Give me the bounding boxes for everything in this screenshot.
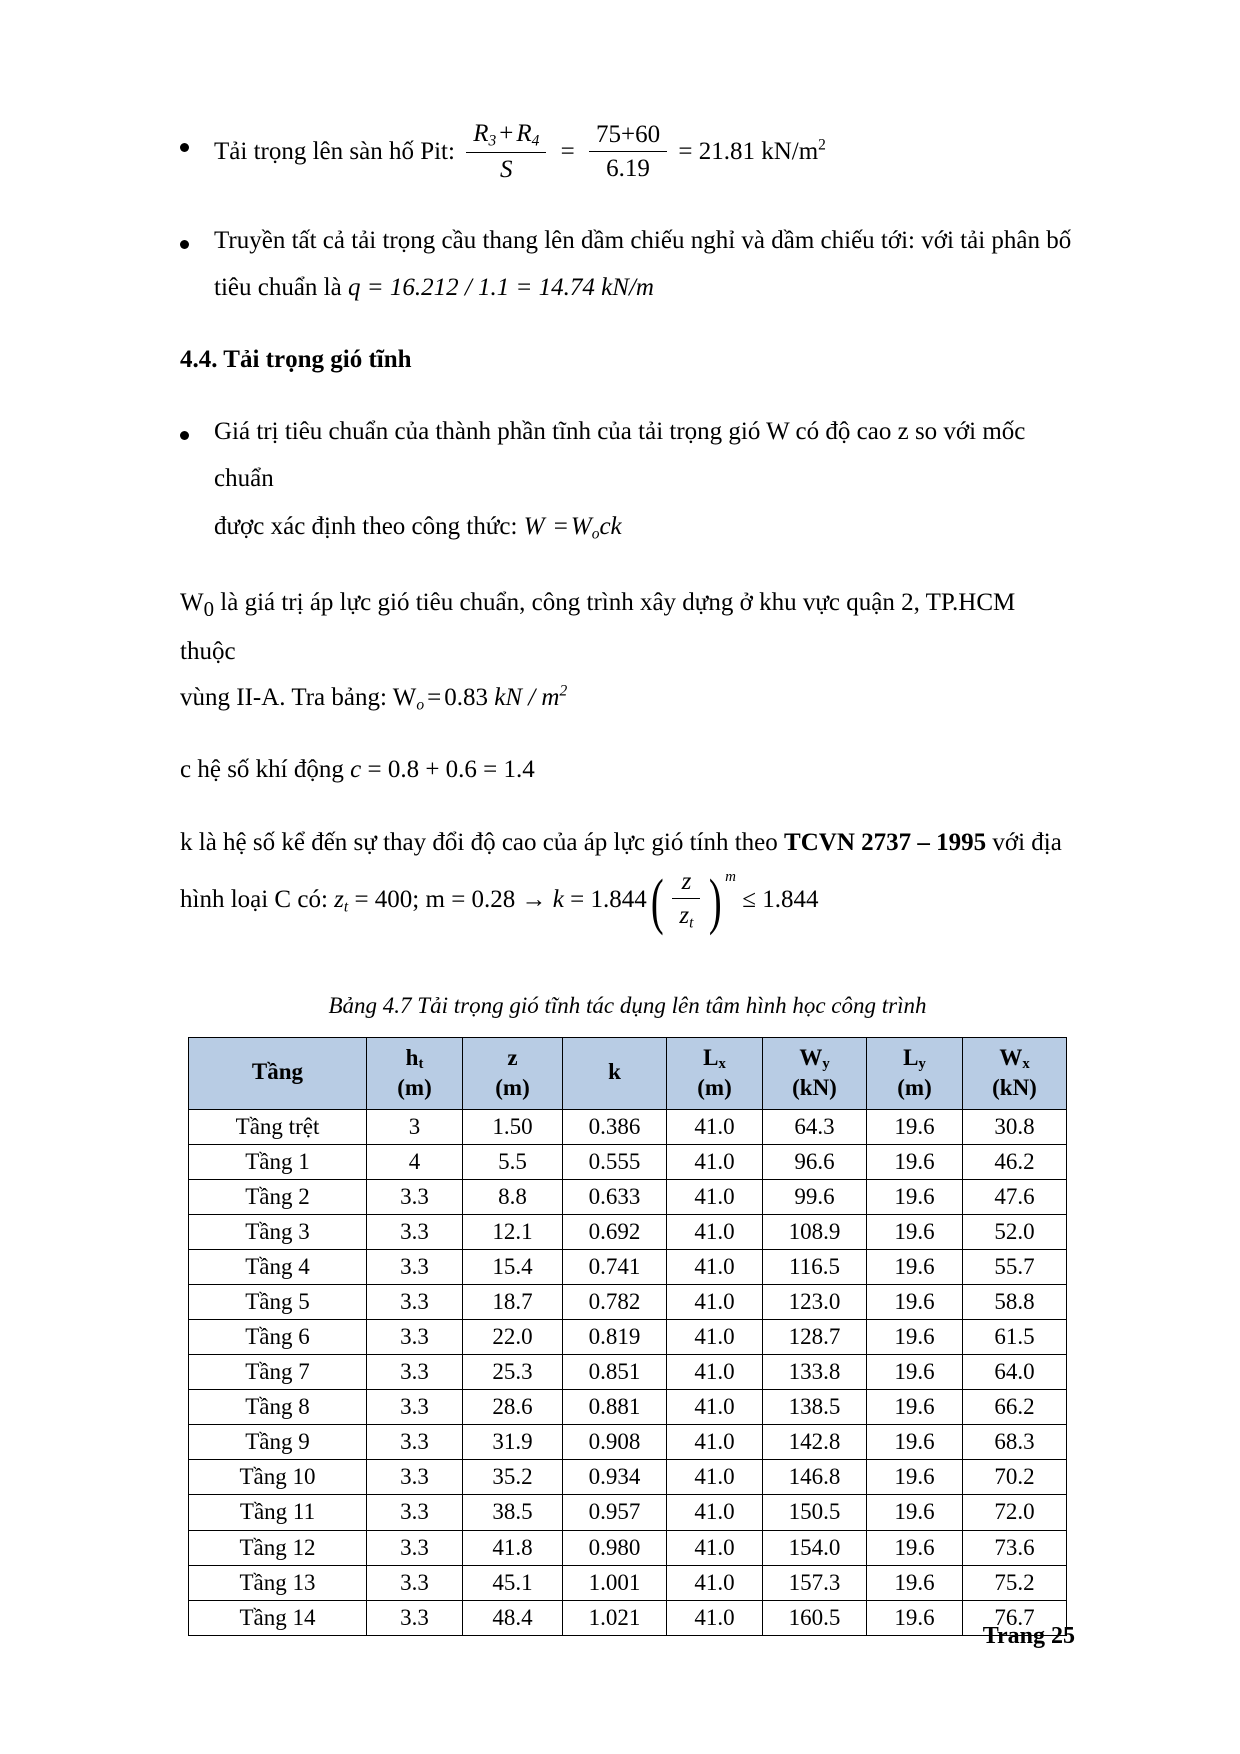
stair-load-formula: q = 16.212 / 1.1 = 14.74 kN/m: [347, 274, 654, 302]
cell-z: 15.4: [463, 1250, 563, 1285]
ck-symbol: ck: [599, 512, 622, 540]
cell-lx: 41.0: [667, 1355, 763, 1390]
cell-z: 5.5: [463, 1145, 563, 1180]
pit-load-result: [678, 138, 826, 165]
cell-ht: 3.3: [367, 1530, 463, 1565]
column-header-ly: [867, 1037, 963, 1109]
cell-z: 45.1: [463, 1565, 563, 1600]
cell-ly: 19.6: [867, 1109, 963, 1144]
header-label: L: [903, 1044, 919, 1070]
cell-wx: 47.6: [963, 1180, 1067, 1215]
table-row: [189, 1285, 1067, 1320]
w0-sub: 0: [203, 597, 215, 622]
column-header-wx: [963, 1037, 1067, 1109]
z-over-zt-fraction: [672, 866, 700, 933]
cell-k: 0.957: [563, 1495, 667, 1530]
cell-wy: 99.6: [763, 1180, 867, 1215]
pit-load-label: Tải trọng lên sàn hố Pit:: [214, 138, 455, 166]
cell-tang: Tầng 14: [189, 1600, 367, 1635]
wind-load-table: [188, 1037, 1067, 1636]
table-caption: Bảng 4.7 Tải trọng gió tĩnh tác dụng lên tâm hình học công trình: [328, 992, 927, 1018]
zt-subscript: t: [343, 898, 349, 916]
cell-lx: 41.0: [667, 1109, 763, 1144]
cell-ly: 19.6: [867, 1320, 963, 1355]
k-coefficient: = 1.844: [570, 886, 647, 914]
cell-tang: Tầng 7: [189, 1355, 367, 1390]
cell-ht: 3.3: [367, 1355, 463, 1390]
cell-tang: Tầng 3: [189, 1215, 367, 1250]
equals-sign-1: =: [560, 138, 575, 166]
r3-subscript: 3: [488, 132, 497, 150]
cell-k: 0.881: [563, 1390, 667, 1425]
cell-k: 0.555: [563, 1145, 667, 1180]
cell-wx: 70.2: [963, 1460, 1067, 1495]
cell-wx: 58.8: [963, 1285, 1067, 1320]
cell-ly: 19.6: [867, 1425, 963, 1460]
cell-tang: Tầng 5: [189, 1285, 367, 1320]
cell-ht: 3: [367, 1109, 463, 1144]
cell-wx: 55.7: [963, 1250, 1067, 1285]
cell-k: 0.782: [563, 1285, 667, 1320]
r4-subscript: 4: [531, 132, 540, 150]
cell-k: 0.633: [563, 1180, 667, 1215]
equals-sign: =: [553, 512, 568, 540]
cell-lx: 41.0: [667, 1425, 763, 1460]
cell-lx: 41.0: [667, 1215, 763, 1250]
cell-lx: 41.0: [667, 1145, 763, 1180]
value-denominator: 6.19: [606, 154, 650, 182]
cell-lx: 41.0: [667, 1250, 763, 1285]
w0-value-formula: [392, 682, 568, 714]
table-row: [189, 1180, 1067, 1215]
table-row: [189, 1425, 1067, 1460]
fraction-denominator: S: [500, 155, 513, 183]
bullet-marker-icon: [180, 120, 214, 156]
section-heading-4-4: 4.4. Tải trọng gió tĩnh: [180, 345, 412, 373]
cell-z: 31.9: [463, 1425, 563, 1460]
cell-wx: 30.8: [963, 1109, 1067, 1144]
table-row: [189, 1565, 1067, 1600]
arrow-icon: →: [521, 886, 547, 914]
fraction-r-over-s: [466, 118, 546, 185]
header-sub: x: [718, 1055, 726, 1072]
cell-tang: Tầng 9: [189, 1425, 367, 1460]
cell-tang: Tầng 11: [189, 1495, 367, 1530]
header-label: k: [608, 1058, 621, 1084]
cell-ly: 19.6: [867, 1600, 963, 1635]
cell-ly: 19.6: [867, 1250, 963, 1285]
zt-den-subscript: t: [689, 914, 694, 932]
cell-lx: 41.0: [667, 1530, 763, 1565]
cell-ht: 3.3: [367, 1460, 463, 1495]
header-unit: (m): [397, 1074, 432, 1100]
zt-denominator: [672, 899, 700, 933]
c-label: c hệ số khí động: [180, 756, 344, 784]
bullet-stair-load-text: [214, 217, 1075, 312]
cell-ly: 19.6: [867, 1390, 963, 1425]
header-unit: (m): [697, 1074, 732, 1100]
column-header-k: [563, 1037, 667, 1109]
cell-lx: 41.0: [667, 1495, 763, 1530]
cell-wy: 150.5: [763, 1495, 867, 1530]
cell-k: 0.819: [563, 1320, 667, 1355]
header-unit: (m): [495, 1074, 530, 1100]
w0-line-2-prefix: vùng II-A. Tra bảng:: [180, 684, 387, 712]
cell-wy: 157.3: [763, 1565, 867, 1600]
cell-k: 0.692: [563, 1215, 667, 1250]
wind-standard-prefix: được xác định theo công thức:: [214, 512, 518, 540]
result-exponent: 2: [818, 136, 826, 154]
cell-ht: 3.3: [367, 1425, 463, 1460]
cell-z: 12.1: [463, 1215, 563, 1250]
column-header-z: [463, 1037, 563, 1109]
cell-tang: Tầng 1: [189, 1145, 367, 1180]
header-label: Tầng: [251, 1058, 304, 1084]
cell-ly: 19.6: [867, 1530, 963, 1565]
right-paren: ): [709, 867, 723, 936]
cell-ly: 19.6: [867, 1495, 963, 1530]
k-symbol: k: [552, 886, 564, 914]
cell-tang: Tầng 2: [189, 1180, 367, 1215]
header-sub: y: [822, 1055, 830, 1072]
cell-lx: 41.0: [667, 1390, 763, 1425]
cell-ht: 3.3: [367, 1250, 463, 1285]
cell-tang: Tầng 8: [189, 1390, 367, 1425]
cell-z: 41.8: [463, 1530, 563, 1565]
cell-lx: 41.0: [667, 1600, 763, 1635]
table-row: [189, 1145, 1067, 1180]
cell-wx: 52.0: [963, 1215, 1067, 1250]
column-header-tang: [189, 1037, 367, 1109]
bullet-pit-load: [180, 120, 1075, 187]
cell-wx: 61.5: [963, 1320, 1067, 1355]
table-row: [189, 1460, 1067, 1495]
cell-wx: 66.2: [963, 1390, 1067, 1425]
wind-formula: [523, 512, 622, 543]
cell-z: 25.3: [463, 1355, 563, 1390]
cell-ht: 3.3: [367, 1180, 463, 1215]
w0-unit-exponent: 2: [559, 682, 568, 700]
m-value: m = 0.28: [425, 886, 516, 914]
cell-wx: 76.7: [963, 1600, 1067, 1635]
cell-tang: Tầng 10: [189, 1460, 367, 1495]
k-limit: ≤ 1.844: [742, 886, 819, 914]
c-formula-values: = 0.8 + 0.6 = 1.4: [367, 756, 535, 784]
equals-sign: =: [427, 684, 442, 712]
header-unit: (kN): [992, 1074, 1037, 1100]
cell-ht: 3.3: [367, 1390, 463, 1425]
header-label: h: [405, 1044, 419, 1070]
table-row: [189, 1530, 1067, 1565]
cell-wy: 64.3: [763, 1109, 867, 1144]
table-row: [189, 1390, 1067, 1425]
cell-wx: 46.2: [963, 1145, 1067, 1180]
fraction-values: [589, 119, 667, 185]
standard-reference: TCVN 2737 – 1995: [784, 828, 987, 856]
cell-ly: 19.6: [867, 1215, 963, 1250]
wind-standard-line-2: [214, 503, 1075, 551]
k-line-1b: với địa: [992, 828, 1062, 856]
bullet-stair-load: [180, 217, 1075, 312]
wind-standard-line-1: Giá trị tiêu chuẩn của thành phần tĩnh của tải trọng gió W có độ cao z so với mốc chuẩn: [214, 417, 1026, 493]
r4-symbol: R: [516, 120, 532, 147]
left-paren: (: [650, 867, 664, 936]
cell-ht: 3.3: [367, 1600, 463, 1635]
table-row: [189, 1215, 1067, 1250]
cell-ly: 19.6: [867, 1285, 963, 1320]
r3-symbol: R: [473, 120, 489, 147]
header-sub: x: [1022, 1055, 1030, 1072]
cell-lx: 41.0: [667, 1180, 763, 1215]
bullet-pit-load-text: [214, 120, 1075, 187]
cell-z: 28.6: [463, 1390, 563, 1425]
cell-ly: 19.6: [867, 1180, 963, 1215]
header-label: W: [999, 1044, 1023, 1070]
cell-wy: 142.8: [763, 1425, 867, 1460]
cell-z: 48.4: [463, 1600, 563, 1635]
w0-subscript: o: [591, 525, 600, 543]
header-unit: (kN): [792, 1074, 837, 1100]
w0-value-number: 0.83: [444, 684, 488, 712]
cell-wy: 138.5: [763, 1390, 867, 1425]
stair-load-line-1: Truyền tất cả tải trọng cầu thang lên dầm chiếu nghỉ và dầm chiếu tới: với tải phân bố: [214, 226, 1072, 254]
column-header-wy: [763, 1037, 867, 1109]
cell-lx: 41.0: [667, 1285, 763, 1320]
w0-letter: W: [180, 589, 204, 617]
header-unit: (m): [897, 1074, 932, 1100]
cell-k: 0.741: [563, 1250, 667, 1285]
table-row: [189, 1320, 1067, 1355]
cell-wx: 68.3: [963, 1425, 1067, 1460]
table-header-row: [189, 1037, 1067, 1109]
w0-line-1: là giá trị áp lực gió tiêu chuẩn, công trình xây dựng ở khu vực quận 2, TP.HCM thuộc: [180, 589, 1016, 665]
cell-ht: 3.3: [367, 1320, 463, 1355]
bullet-marker-icon: [180, 217, 214, 253]
power-expression: [647, 864, 736, 935]
w0-value-unit: kN / m: [494, 684, 560, 712]
cell-ly: 19.6: [867, 1355, 963, 1390]
w0-value-subscript: o: [416, 696, 425, 714]
cell-k: 1.021: [563, 1600, 667, 1635]
cell-k: 0.851: [563, 1355, 667, 1390]
k-line-1a: k là hệ số kể đến sự thay đổi độ cao của áp lực gió tính theo: [180, 828, 778, 856]
cell-wy: 146.8: [763, 1460, 867, 1495]
w-symbol: W: [523, 512, 545, 540]
cell-wy: 108.9: [763, 1215, 867, 1250]
cell-tang: Tầng 4: [189, 1250, 367, 1285]
table-row: [189, 1495, 1067, 1530]
table-row: [189, 1355, 1067, 1390]
c-formula: [350, 756, 535, 783]
header-sub: t: [418, 1055, 424, 1072]
table-row: [189, 1250, 1067, 1285]
paragraph-w0: [180, 580, 1075, 721]
cell-wx: 64.0: [963, 1355, 1067, 1390]
pit-load-formula: [461, 120, 826, 183]
table-row: [189, 1109, 1067, 1144]
header-label: z: [507, 1044, 518, 1070]
cell-k: 0.908: [563, 1425, 667, 1460]
w0-label: [180, 589, 215, 622]
table-row: [189, 1600, 1067, 1635]
zt-symbol: z: [334, 886, 344, 914]
w0-symbol: W: [570, 512, 592, 540]
cell-lx: 41.0: [667, 1460, 763, 1495]
cell-ly: 19.6: [867, 1145, 963, 1180]
cell-lx: 41.0: [667, 1565, 763, 1600]
cell-k: 0.980: [563, 1530, 667, 1565]
cell-wy: 154.0: [763, 1530, 867, 1565]
cell-z: 22.0: [463, 1320, 563, 1355]
exponent-m: m: [725, 868, 736, 885]
pit-load-result-text: = 21.81 kN/m: [678, 138, 819, 166]
page-number-footer: Trang 25: [982, 1623, 1075, 1649]
k-line-2-prefix: hình loại C có:: [180, 886, 328, 914]
cell-z: 18.7: [463, 1285, 563, 1320]
cell-z: 38.5: [463, 1495, 563, 1530]
cell-wx: 73.6: [963, 1530, 1067, 1565]
cell-tang: Tầng 6: [189, 1320, 367, 1355]
cell-wy: 128.7: [763, 1320, 867, 1355]
cell-z: 1.50: [463, 1109, 563, 1144]
cell-wy: 116.5: [763, 1250, 867, 1285]
paragraph-k: [180, 820, 1075, 937]
cell-ht: 3.3: [367, 1565, 463, 1600]
stair-load-prefix: tiêu chuẩn là: [214, 274, 342, 302]
k-formula: [334, 867, 819, 936]
cell-k: 0.934: [563, 1460, 667, 1495]
cell-ht: 3.3: [367, 1215, 463, 1250]
cell-ht: 3.3: [367, 1285, 463, 1320]
cell-wy: 160.5: [763, 1600, 867, 1635]
w0-value-symbol: W: [392, 684, 417, 712]
cell-wx: 72.0: [963, 1495, 1067, 1530]
column-header-lx: [667, 1037, 763, 1109]
cell-ly: 19.6: [867, 1565, 963, 1600]
cell-wx: 75.2: [963, 1565, 1067, 1600]
cell-z: 35.2: [463, 1460, 563, 1495]
cell-z: 8.8: [463, 1180, 563, 1215]
cell-wy: 96.6: [763, 1145, 867, 1180]
cell-lx: 41.0: [667, 1320, 763, 1355]
header-label: W: [799, 1044, 823, 1070]
header-sub: y: [918, 1055, 926, 1072]
column-header-ht: [367, 1037, 463, 1109]
cell-k: 1.001: [563, 1565, 667, 1600]
table-body: [189, 1109, 1067, 1635]
paragraph-c: [180, 747, 1075, 793]
value-numerator: 75+60: [589, 119, 667, 152]
cell-tang: Tầng 13: [189, 1565, 367, 1600]
bullet-wind-standard-text: [214, 408, 1075, 551]
plus-sign: +: [499, 120, 514, 147]
cell-wy: 133.8: [763, 1355, 867, 1390]
cell-ly: 19.6: [867, 1460, 963, 1495]
bullet-wind-standard: [180, 408, 1075, 551]
cell-tang: Tầng trệt: [189, 1109, 367, 1144]
cell-wy: 123.0: [763, 1285, 867, 1320]
zt-value: = 400;: [354, 886, 420, 914]
header-label: L: [703, 1044, 719, 1070]
cell-k: 0.386: [563, 1109, 667, 1144]
fraction-numerator: [466, 118, 546, 153]
cell-ht: 4: [367, 1145, 463, 1180]
cell-ht: 3.3: [367, 1495, 463, 1530]
c-symbol: c: [350, 756, 362, 784]
z-numerator: z: [672, 866, 700, 899]
zt-den-symbol: z: [679, 902, 690, 930]
cell-tang: Tầng 12: [189, 1530, 367, 1565]
stair-load-line-2: [214, 264, 1075, 312]
bullet-marker-icon: [180, 408, 214, 444]
